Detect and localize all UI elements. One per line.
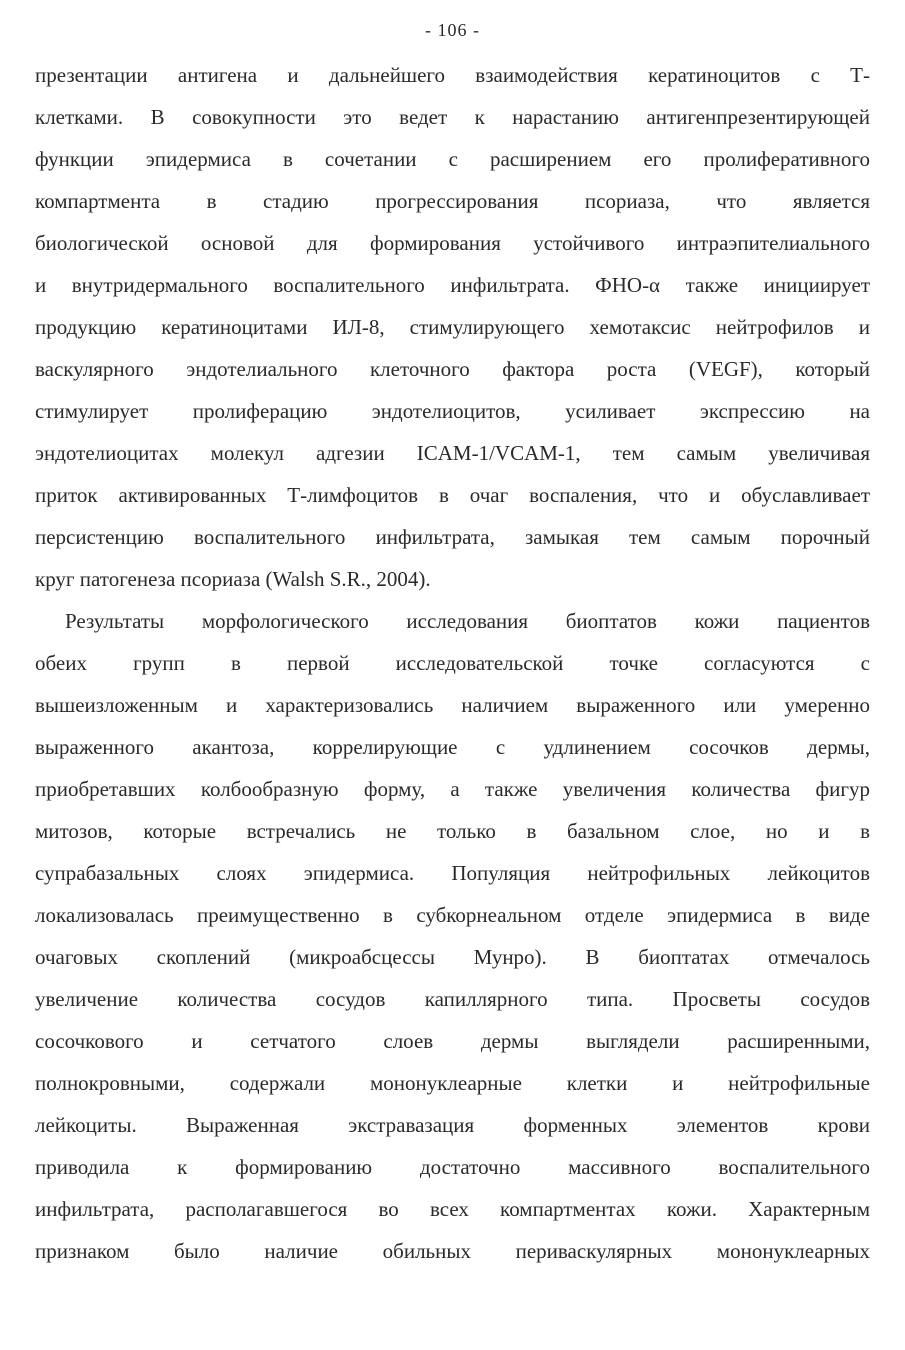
text-line: обеих групп в первой исследовательской точке согласуются с [35,651,870,675]
text-line: биологической основой для формирования устойчивого интраэпителиального [35,231,870,255]
page-number: - 106 - [425,20,480,40]
text-line: выраженного акантоза, коррелирующие с удлинением сосочков дермы, [35,735,870,759]
text-line: лейкоциты. Выраженная экстравазация форменных элементов крови [35,1113,870,1137]
text-line: функции эпидермиса в сочетании с расширением его пролиферативного [35,147,870,171]
text-line: очаговых скоплений (микроабсцессы Мунро). В биоптатах отмечалось [35,945,870,969]
text-line: стимулирует пролиферацию эндотелиоцитов, усиливает экспрессию на [35,399,870,423]
text-line: Результаты морфологического исследования биоптатов кожи пациентов [65,609,870,633]
text-line: приток активированных Т-лимфоцитов в очаг воспаления, что и обуславливает [35,483,870,507]
text-line: приводила к формированию достаточно массивного воспалительного [35,1155,870,1179]
text-line: митозов, которые встречались не только в базальном слое, но и в [35,819,870,843]
text-line: инфильтрата, располагавшегося во всех компартментах кожи. Характерным [35,1197,870,1221]
text-line: увеличение количества сосудов капиллярного типа. Просветы сосудов [35,987,870,1011]
text-line: персистенцию воспалительного инфильтрата, замыкая тем самым порочный [35,525,870,549]
paragraph-2 [35,600,870,1272]
text-line: компартмента в стадию прогрессирования псориаза, что является [35,189,870,213]
paragraph-1 [35,54,870,600]
text-line: эндотелиоцитах молекул адгезии ICAM-1/VCAM-1, тем самым увеличивая [35,441,870,465]
text-line: сосочкового и сетчатого слоев дермы выглядели расширенными, [35,1029,870,1053]
text-line: продукцию кератиноцитами ИЛ-8, стимулирующего хемотаксис нейтрофилов и [35,315,870,339]
text-line: круг патогенеза псориаза (Walsh S.R., 2004). [35,567,431,591]
text-line: полнокровными, содержали мононуклеарные клетки и нейтрофильные [35,1071,870,1095]
text-line: супрабазальных слоях эпидермиса. Популяция нейтрофильных лейкоцитов [35,861,870,885]
text-line: вышеизложенным и характеризовались наличием выраженного или умеренно [35,693,870,717]
text-line: васкулярного эндотелиального клеточного фактора роста (VEGF), который [35,357,870,381]
text-line: локализовалась преимущественно в субкорнеальном отделе эпидермиса в виде [35,903,870,927]
text-line: и внутридермального воспалительного инфильтрата. ФНО-α также инициирует [35,273,870,297]
text-line: приобретавших колбообразную форму, а также увеличения количества фигур [35,777,870,801]
page-body [35,54,870,1272]
text-line: клетками. В совокупности это ведет к нарастанию антигенпрезентирующей [35,105,870,129]
text-line: презентации антигена и дальнейшего взаимодействия кератиноцитов с Т- [35,63,870,87]
text-line: признаком было наличие обильных периваскулярных мононуклеарных [35,1239,870,1263]
